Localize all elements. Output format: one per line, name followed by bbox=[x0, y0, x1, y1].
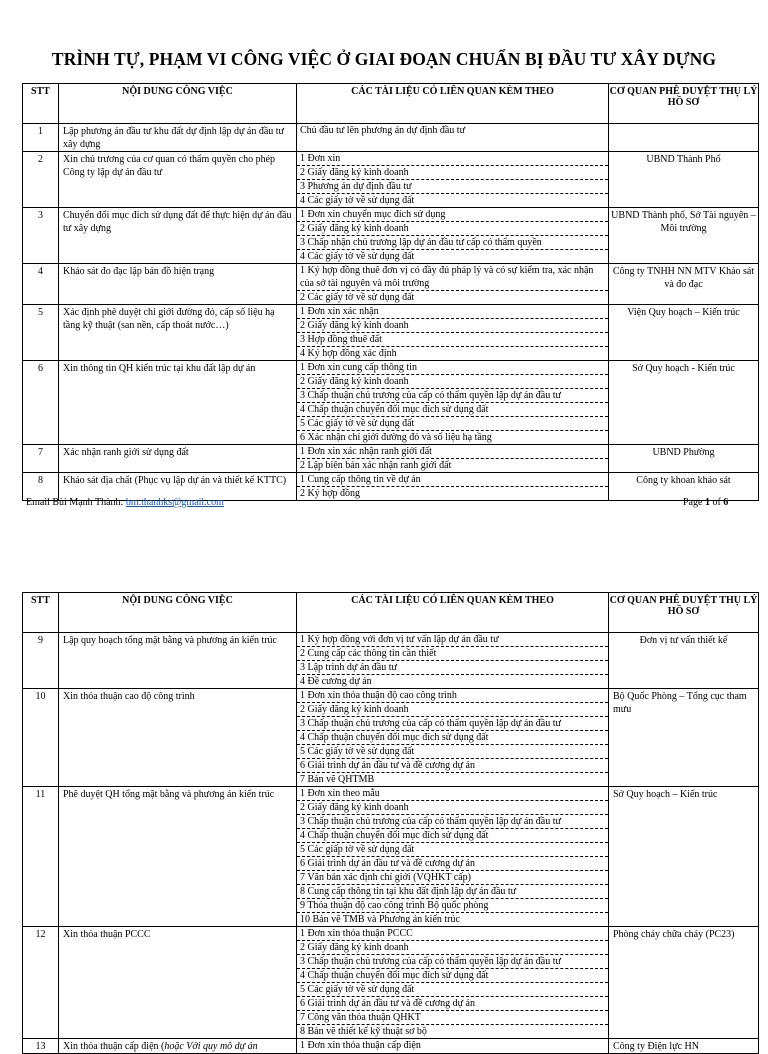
procedure-table-page-1 bbox=[22, 83, 759, 501]
row-number: 11 bbox=[23, 787, 59, 927]
document-item: 2 Cung cấp các thông tin cần thiết bbox=[297, 647, 608, 661]
approving-agency: Viện Quy hoạch – Kiến trúc bbox=[609, 305, 759, 361]
approving-agency: Sở Quy hoạch – Kiến trúc bbox=[609, 787, 759, 927]
document-item: 8 Bản vẽ thiết kế kỹ thuật sơ bộ bbox=[300, 1026, 427, 1037]
document-item: 3 Chấp thuận chủ trương của cấp có thẩm quyền lập dự án đầu tư bbox=[297, 815, 608, 829]
related-documents bbox=[297, 361, 609, 445]
task-description bbox=[59, 152, 297, 208]
approving-agency: Phòng cháy chữa cháy (PC23) bbox=[609, 927, 759, 1039]
related-documents bbox=[297, 152, 609, 208]
document-item: 4 Ký hợp đồng xác định bbox=[300, 348, 397, 359]
document-item: 5 Các giấy tờ về sử dụng đất bbox=[297, 983, 608, 997]
document-item: 1 Đơn xin xác nhận ranh giới đất bbox=[297, 445, 608, 459]
row-number: 7 bbox=[23, 445, 59, 473]
document-item: 7 Bản vẽ QHTMB bbox=[300, 774, 375, 785]
approving-agency: Đơn vị tư vấn thiết kế bbox=[609, 633, 759, 689]
page-current: 1 bbox=[704, 497, 710, 508]
header-agency: CƠ QUAN PHÊ DUYỆT THỤ LÝ HỒ SƠ bbox=[609, 593, 759, 633]
header-docs: CÁC TÀI LIỆU CÓ LIÊN QUAN KÈM THEO bbox=[297, 593, 609, 633]
related-documents bbox=[297, 633, 609, 689]
approving-agency: UBND Thành phố, Sở Tài nguyên – Môi trường bbox=[609, 208, 759, 264]
document-item: 4 Đề cương dự án bbox=[300, 676, 372, 687]
footer-email-label: Email Bùi Mạnh Thành: bbox=[26, 497, 126, 508]
task-text: Lập quy hoạch tổng mặt bằng và phương án kiến trúc bbox=[63, 635, 277, 646]
document-item: 1 Đơn xin thỏa thuận độ cao công trình bbox=[297, 689, 608, 703]
task-description bbox=[59, 208, 297, 264]
task-text: Xin chủ trương của cơ quan có thẩm quyền cho phép Công ty lập dự án đầu tư bbox=[63, 154, 276, 178]
document-item: 6 Giải trình dự án đầu tư và đề cương dự án bbox=[297, 759, 608, 773]
task-text: Lập phương án đầu tư khu đất dự định lập dự án đầu tư xây dựng bbox=[63, 126, 284, 150]
document-item: 5 Các giấy tờ về sử dụng đất bbox=[297, 745, 608, 759]
approving-agency: Công ty Điện lực HN bbox=[609, 1039, 759, 1054]
document-item: 3 Chấp thuận chủ trương của cấp có thẩm quyền lập dự án đầu tư bbox=[297, 717, 608, 731]
row-number: 12 bbox=[23, 927, 59, 1039]
page-title: TRÌNH TỰ, PHẠM VI CÔNG VIỆC Ở GIAI ĐOẠN CHUẨN BỊ ĐẦU TƯ XÂY DỰNG bbox=[51, 49, 717, 69]
related-documents bbox=[297, 445, 609, 473]
table-header-row bbox=[23, 84, 759, 124]
document-item: 4 Chấp thuận chuyển đổi mục đích sử dụng đất bbox=[297, 829, 608, 843]
row-number: 6 bbox=[23, 361, 59, 445]
page-of: of bbox=[709, 497, 724, 508]
header-task: NỘI DUNG CÔNG VIỆC bbox=[59, 593, 297, 633]
table-row bbox=[23, 152, 759, 208]
document-item: 2 Giấy đăng ký kinh doanh bbox=[297, 222, 608, 236]
task-description bbox=[59, 305, 297, 361]
document-item: 1 Cung cấp thông tin về dự án bbox=[297, 473, 608, 487]
procedure-table-page-2 bbox=[22, 592, 759, 1054]
task-description bbox=[59, 787, 297, 927]
header-docs: CÁC TÀI LIỆU CÓ LIÊN QUAN KÈM THEO bbox=[297, 84, 609, 124]
header-task: NỘI DUNG CÔNG VIỆC bbox=[59, 84, 297, 124]
document-item: 1 Đơn xin cung cấp thông tin bbox=[297, 361, 608, 375]
document-item: 4 Chấp thuận chuyển đổi mục đích sử dụng đất bbox=[297, 969, 608, 983]
document-item: 3 Chấp thuận chủ trương của cấp có thẩm quyền lập dự án đầu tư bbox=[297, 955, 608, 969]
document-item: 5 Các giấp tờ về sử dụng đất bbox=[297, 843, 608, 857]
table-row bbox=[23, 927, 759, 1039]
table-row bbox=[23, 264, 759, 305]
table-row bbox=[23, 445, 759, 473]
table-row bbox=[23, 305, 759, 361]
task-text: Phê duyệt QH tổng mặt bằng và phương án kiến trúc bbox=[63, 789, 275, 800]
document-item: 4 Chấp thuận chuyển đổi mục đích sử dụng đất bbox=[297, 403, 608, 417]
row-number: 9 bbox=[23, 633, 59, 689]
document-item: 7 Văn bản xác định chỉ giới (VQHKT cấp) bbox=[297, 871, 608, 885]
row-number: 13 bbox=[23, 1039, 59, 1054]
document-item: 9 Thỏa thuận độ cao công trình Bộ quốc phòng bbox=[297, 899, 608, 913]
task-text: Khảo sát địa chất (Phục vụ lập dự án và thiết kế KTTC) bbox=[63, 475, 287, 486]
table-row bbox=[23, 124, 759, 152]
task-description bbox=[59, 633, 297, 689]
task-text: Xác nhận ranh giới sử dụng đất bbox=[63, 447, 189, 458]
table-header-row bbox=[23, 593, 759, 633]
document-item: 1 Đơn xin thỏa thuận PCCC bbox=[297, 927, 608, 941]
email-link[interactable]: bm.thanhks@gmail.com bbox=[125, 497, 224, 508]
document-item: 2 Giấy đăng ký kinh doanh bbox=[297, 319, 608, 333]
document-item: 1 Đơn xin thỏa thuận cấp điện bbox=[300, 1040, 421, 1051]
row-number: 1 bbox=[23, 124, 59, 152]
related-documents bbox=[297, 208, 609, 264]
table-row bbox=[23, 787, 759, 927]
approving-agency: Công ty khoan khảo sát bbox=[609, 473, 759, 501]
document-item: 2 Giấy đăng ký kinh doanh bbox=[297, 375, 608, 389]
document-item: 6 Giải trình dự án đầu tư và đề cương dự án bbox=[297, 857, 608, 871]
document-item: 2 Giấy đăng ký kinh doanh bbox=[297, 941, 608, 955]
approving-agency: Sở Quy hoạch - Kiến trúc bbox=[609, 361, 759, 445]
document-item: Chủ đầu tư lên phương án dự định đầu tư bbox=[300, 125, 466, 136]
approving-agency: UBND Thành Phố bbox=[609, 152, 759, 208]
document-item: 6 Xác nhận chỉ giới đường đỏ và số liệu hạ tầng bbox=[300, 432, 492, 443]
task-description bbox=[59, 124, 297, 152]
row-number: 2 bbox=[23, 152, 59, 208]
approving-agency: Công ty TNHH NN MTV Khảo sát và đo đạc bbox=[609, 264, 759, 305]
header-stt: STT bbox=[23, 84, 59, 124]
task-description bbox=[59, 927, 297, 1039]
document-item: 2 Giấy đăng ký kinh doanh bbox=[297, 703, 608, 717]
row-number: 10 bbox=[23, 689, 59, 787]
document-item: 1 Ký hợp đồng thuê đơn vị có đầy đủ pháp lý và có sự kiểm tra, xác nhận của sở tài nguyên và môi trường bbox=[297, 264, 608, 291]
page-prefix: Page bbox=[683, 497, 705, 508]
document-item: 3 Lập trình dự án đầu tư bbox=[297, 661, 608, 675]
task-text: Xin thỏa thuận cao độ công trình bbox=[63, 691, 195, 702]
related-documents bbox=[297, 689, 609, 787]
header-agency: CƠ QUAN PHÊ DUYỆT THỤ LÝ HỒ SƠ bbox=[609, 84, 759, 124]
row-number: 3 bbox=[23, 208, 59, 264]
document-item: 4 Chấp thuận chuyển đổi mục đích sử dụng đất bbox=[297, 731, 608, 745]
table-row bbox=[23, 361, 759, 445]
related-documents bbox=[297, 124, 609, 152]
task-text: Xác định phê duyệt chỉ giới đường đỏ, cấp số liệu hạ tầng kỹ thuật (san nền, cấp thoát nước…) bbox=[63, 307, 275, 331]
approving-agency bbox=[609, 124, 759, 152]
table-row bbox=[23, 689, 759, 787]
document-item: 1 Đơn xin bbox=[297, 152, 608, 166]
document-item: 2 Các giấy tờ về sử dụng đất bbox=[300, 292, 415, 303]
document-item: 2 Giấy đăng ký kinh doanh bbox=[297, 801, 608, 815]
document-item: 3 Phương án dự định đầu tư bbox=[297, 180, 608, 194]
task-text: Xin thỏa thuận cấp điện ( bbox=[63, 1041, 165, 1052]
footer-email bbox=[26, 497, 224, 508]
document-item: 2 Ký hợp đồng bbox=[300, 488, 361, 499]
document-item: 3 Hợp đồng thuê đất bbox=[297, 333, 608, 347]
document-item: 1 Đơn xin theo mẫu bbox=[297, 787, 608, 801]
document-item: 4 Các giấy tờ về sử dụng đất bbox=[300, 195, 415, 206]
table-row bbox=[23, 208, 759, 264]
document-item: 3 Chấp nhận chủ trương lập dự án đầu tư cấp có thẩm quyền bbox=[297, 236, 608, 250]
document-item: 6 Giải trình dự án đầu tư và đề cương dự án bbox=[297, 997, 608, 1011]
document-item: 8 Cung cấp thông tin tại khu đất định lập dự án đầu tư bbox=[297, 885, 608, 899]
header-stt: STT bbox=[23, 593, 59, 633]
task-description bbox=[59, 264, 297, 305]
table-row bbox=[23, 633, 759, 689]
related-documents bbox=[297, 305, 609, 361]
document-item: 1 Đơn xin chuyển mục đích sử dụng bbox=[297, 208, 608, 222]
table-row bbox=[23, 1039, 759, 1054]
document-item: 5 Các giấy tờ về sử dụng đất bbox=[297, 417, 608, 431]
task-text: Chuyển đổi mục đích sử dụng đất để thực hiện dự án đầu tư xây dựng bbox=[63, 210, 292, 234]
approving-agency: UBND Phường bbox=[609, 445, 759, 473]
row-number: 5 bbox=[23, 305, 59, 361]
task-description bbox=[59, 361, 297, 445]
task-description bbox=[59, 689, 297, 787]
footer-page-number bbox=[683, 497, 728, 508]
document-item: 10 Bản vẽ TMB và Phương án kiến trúc bbox=[300, 914, 460, 925]
related-documents bbox=[297, 787, 609, 927]
row-number: 8 bbox=[23, 473, 59, 501]
approving-agency: Bộ Quốc Phòng – Tổng cục tham mưu bbox=[609, 689, 759, 787]
related-documents bbox=[297, 1039, 609, 1054]
document-item: 7 Công văn thỏa thuận QHKT bbox=[297, 1011, 608, 1025]
task-note: hoặc Với quy mô dự án bbox=[164, 1041, 258, 1052]
document-item: 1 Ký hợp đồng với đơn vị tư vấn lập dự án đầu tư bbox=[297, 633, 608, 647]
document-item: 3 Chấp thuận chủ trương của cấp có thẩm quyền lập dự án đầu tư bbox=[297, 389, 608, 403]
task-description bbox=[59, 1039, 297, 1054]
page-total: 6 bbox=[723, 497, 729, 508]
task-description bbox=[59, 445, 297, 473]
task-text: Khảo sát đo đạc lập bản đồ hiện trạng bbox=[63, 266, 215, 277]
related-documents bbox=[297, 473, 609, 501]
document-item: 4 Các giấy tờ về sử dụng đất bbox=[300, 251, 415, 262]
task-text: Xin thỏa thuận PCCC bbox=[63, 929, 151, 940]
document-item: 2 Lập biên bản xác nhận ranh giới đất bbox=[300, 460, 452, 471]
document-item: 1 Đơn xin xác nhận bbox=[297, 305, 608, 319]
row-number: 4 bbox=[23, 264, 59, 305]
task-text: Xin thông tin QH kiến trúc tại khu đất lập dự án bbox=[63, 363, 256, 374]
related-documents bbox=[297, 927, 609, 1039]
related-documents bbox=[297, 264, 609, 305]
document-item: 2 Giấy đăng ký kinh doanh bbox=[297, 166, 608, 180]
